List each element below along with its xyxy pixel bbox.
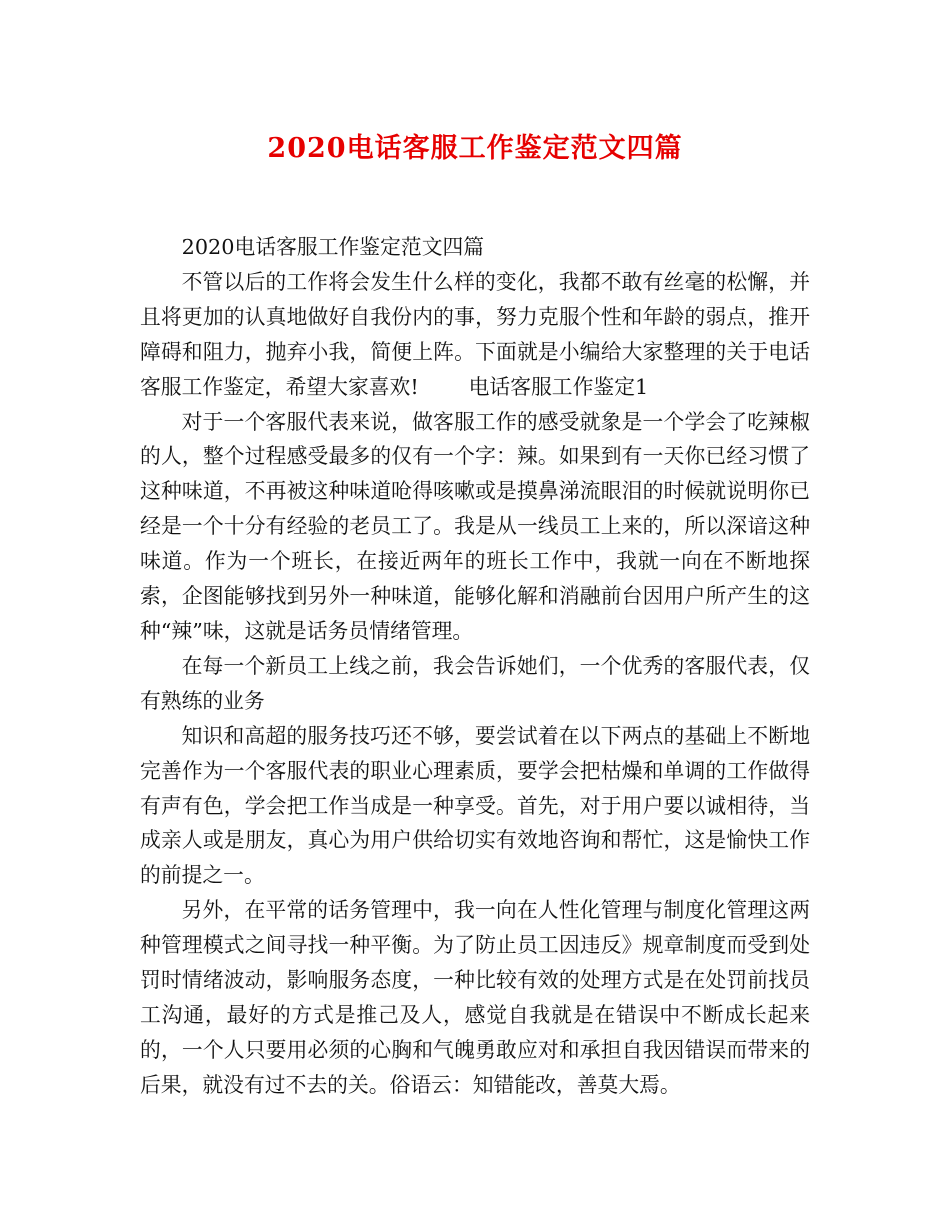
- document-body: [140, 230, 810, 1103]
- document-title: 2020电话客服工作鉴定范文四篇: [267, 133, 683, 164]
- paragraph-intro: [140, 265, 810, 405]
- paragraph-body-3: 知识和高超的服务技巧还不够，要尝试着在以下两点的基础上不断地完善作为一个客服代表的职业心理素质，要学会把枯燥和单调的工作做得有声有色，学会把工作当成是一种享受。首先，对于用户要以诚相待，当成亲人或是朋友，真心为用户供给切实有效地咨询和帮忙，这是愉快工作的前提之一。: [140, 723, 810, 888]
- paragraph-intro-text: 不管以后的工作将会发生什么样的变化，我都不敢有丝毫的松懈，并且将更加的认真地做好自我份内的事，努力克服个性和年龄的弱点，推开障碍和阻力，抛弃小我，简便上阵。下面就是小编给大家整理的关于电话客服工作鉴定，希望大家喜欢!: [140, 269, 810, 399]
- section-heading-1: 电话客服工作鉴定1: [468, 374, 649, 399]
- paragraph-body-4: 另外，在平常的话务管理中，我一向在人性化管理与制度化管理这两种管理模式之间寻找一种平衡。为了防止员工因违反》规章制度而受到处罚时情绪波动，影响服务态度，一种比较有效的处理方式是在处罚前找员工沟通，最好的方式是推己及人，感觉自我就是在错误中不断成长起来的，一个人只要用必须的心胸和气魄勇敢应对和承担自我因错误而带来的后果，就没有过不去的关。俗语云：知错能改，善莫大焉。: [140, 898, 810, 1097]
- paragraph-body-1: 对于一个客服代表来说，做客服工作的感受就象是一个学会了吃辣椒的人，整个过程感受最多的仅有一个字：辣。如果到有一天你已经习惯了这种味道，不再被这种味道呛得咳嗽或是摸鼻涕流眼泪的时候就说明你已经是一个十分有经验的老员工了。我是从一线员工上来的，所以深谙这种味道。作为一个班长，在接近两年的班长工作中，我就一向在不断地探索，企图能够找到另外一种味道，能够化解和消融前台因用户所产生的这种“辣”味，这就是话务员情绪管理。: [140, 409, 810, 643]
- paragraph-subtitle: 2020电话客服工作鉴定范文四篇: [181, 235, 485, 259]
- paragraph-body-2: 在每一个新员工上线之前，我会告诉她们，一个优秀的客服代表，仅有熟练的业务: [140, 653, 810, 713]
